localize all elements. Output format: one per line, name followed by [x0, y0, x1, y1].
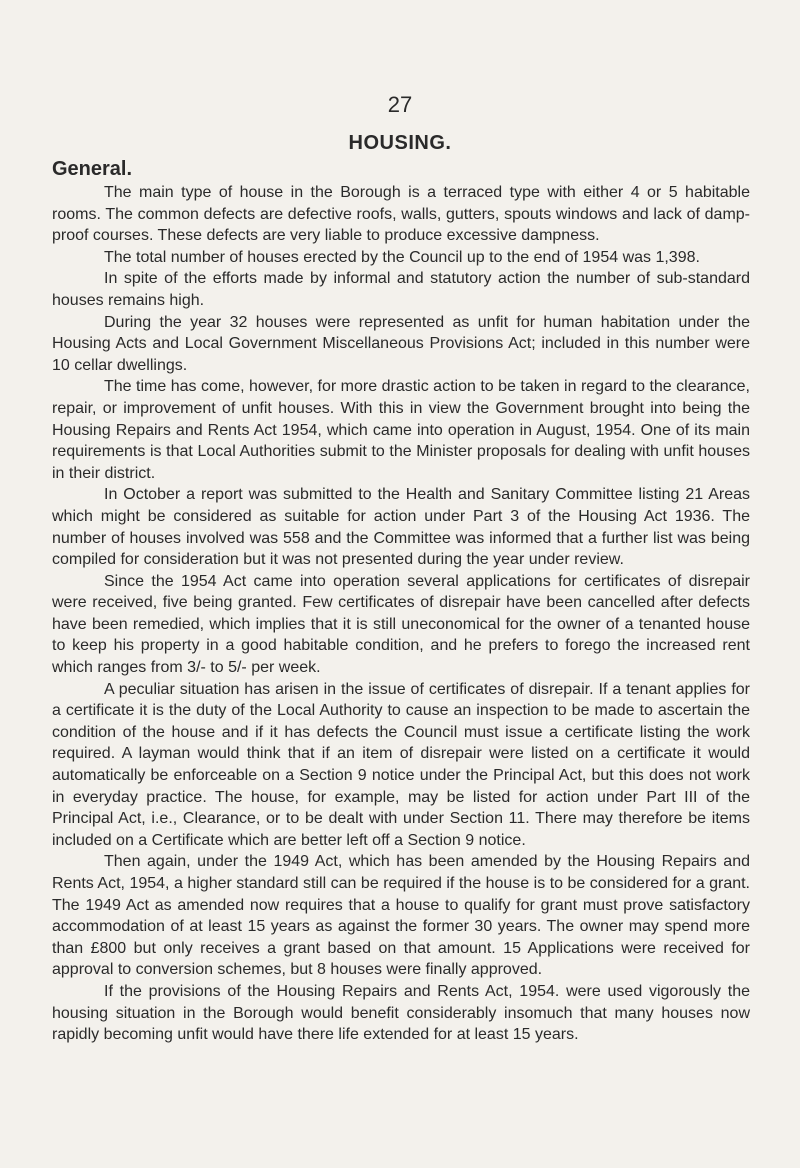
paragraph: The main type of house in the Borough is a terraced type with either 4 or 5 habitable rooms. The common defects are defective roofs, walls, gutters, spouts windows and lack of damp-proof courses. These defects are very liable to produce excessive dampness.: [52, 184, 750, 245]
paragraph: A peculiar situation has arisen in the issue of certificates of disrepair. If a tenant applies for a certificate it is the duty of the Local Authority to cause an inspection to be made to ascertain the condition of the house and if it has defects the Council must issue a certificate listing the work required. A layman would think that if an item of disrepair were listed on a certificate it would automatically be enforceable on a Section 9 notice under the Principal Act, but this does not work in everyday practice. The house, for example, may be listed for action under Part III of the Principal Act, i.e., Clearance, or to be dealt with under Section 11. There may therefore be items included on a Certificate which are better left off a Section 9 notice.: [52, 680, 750, 849]
page-title: HOUSING.: [348, 132, 452, 154]
paragraph: Since the 1954 Act came into operation several applications for certificates of disrepair were received, five being granted. Few certificates of disrepair have been cancelled after defects have been remedied, which implies that it is still uneconomical for the owner of a tenanted house to keep his property in a good habitable condition, and he prefers to forego the increased rent which ranges from 3/- to 5/- per week.: [52, 572, 750, 677]
paragraph: If the provisions of the Housing Repairs and Rents Act, 1954. were used vigorously the housing situation in the Borough would benefit considerably insomuch that many houses now rapidly becoming unfit would have there life extended for at least 15 years.: [52, 982, 750, 1044]
paragraph: The time has come, however, for more drastic action to be taken in regard to the clearance, repair, or improvement of unfit houses. With this in view the Government brought into being the Housing Repairs and Rents Act 1954, which came into operation in August, 1954. One of its main requirements is that Local Authorities submit to the Minister proposals for dealing with unfit houses in their district.: [52, 378, 750, 482]
document-body: [52, 182, 750, 1046]
paragraph: In October a report was submitted to the Health and Sanitary Committee listing 21 Areas which might be considered as suitable for action under Part 3 of the Housing Act 1936. The number of houses involved was 558 and the Committee was informed that a further list was being compiled for consideration but it was not presented during the year under review.: [52, 486, 750, 569]
paragraph: In spite of the efforts made by informal and statutory action the number of sub-standard houses remains high.: [52, 270, 750, 309]
section-heading: General.: [52, 158, 133, 180]
page-number: 27: [387, 92, 413, 117]
paragraph: Then again, under the 1949 Act, which has been amended by the Housing Repairs and Rents Act, 1954, a higher standard still can be required if the house is to be considered for a grant. The 1949 Act as amended now requires that a house to qualify for grant must prove satisfactory accommodation of at least 15 years as against the former 30 years. The owner may spend more than £800 but only receives a grant based on that amount. 15 Applications were received for approval to conversion schemes, but 8 houses were finally approved.: [52, 853, 750, 979]
paragraph: The total number of houses erected by the Council up to the end of 1954 was 1,398.: [104, 248, 700, 266]
paragraph: During the year 32 houses were represented as unfit for human habitation under the Housing Acts and Local Government Miscellaneous Provisions Act; included in this number were 10 cellar dwellings.: [52, 313, 750, 374]
